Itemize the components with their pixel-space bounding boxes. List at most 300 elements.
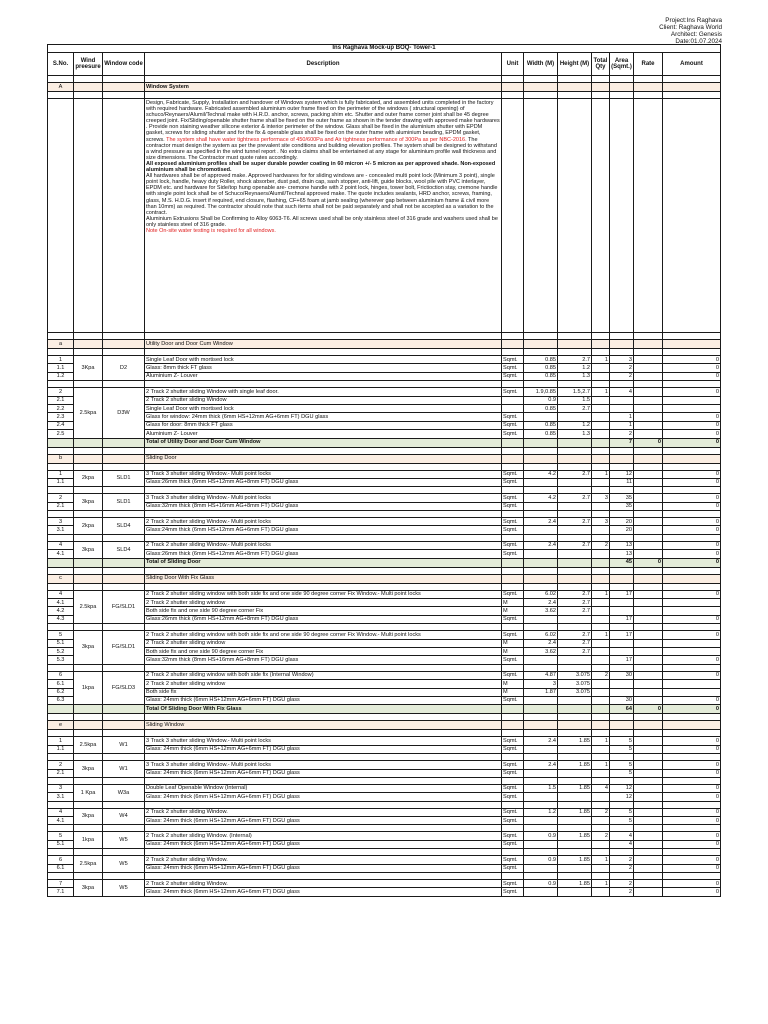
cell	[524, 705, 558, 714]
row-width	[524, 769, 558, 777]
row-amount: 0	[663, 761, 721, 769]
row-qty	[592, 421, 610, 429]
cell	[592, 558, 610, 567]
row-amount: 0	[663, 856, 721, 864]
row-amount: 0	[663, 541, 721, 549]
row-amount: 0	[663, 430, 721, 438]
row-width: 6.02	[524, 631, 558, 639]
spacer-row	[48, 730, 721, 737]
row-amount: 0	[663, 745, 721, 753]
row-height	[558, 793, 592, 801]
row-qty: 1	[592, 388, 610, 396]
row-area: 2	[610, 364, 634, 372]
total-rate: 0	[634, 705, 663, 714]
table-row	[48, 680, 721, 688]
section-row	[48, 340, 721, 349]
row-unit: Sqmt.	[502, 364, 524, 372]
row-amount: 0	[663, 388, 721, 396]
row-width	[524, 550, 558, 558]
row-width: 3.62	[524, 607, 558, 615]
section-a-title: Window System	[145, 83, 502, 92]
row-area: 17	[610, 615, 634, 623]
cell	[634, 721, 663, 730]
row-width: 0.85	[524, 430, 558, 438]
header-unit: Unit	[502, 53, 524, 76]
spacer-row	[48, 463, 721, 470]
cell	[558, 558, 592, 567]
row-width: 0.85	[524, 372, 558, 380]
table-row	[48, 864, 721, 872]
row-unit: Sqmt.	[502, 631, 524, 639]
row-qty	[592, 864, 610, 872]
spacer-row	[48, 92, 721, 99]
total-label: Total of Sliding Door	[145, 558, 502, 567]
section-row	[48, 721, 721, 730]
row-height	[558, 526, 592, 534]
row-unit: Sqmt.	[502, 832, 524, 840]
row-area: 4	[610, 832, 634, 840]
row-unit: Sqmt.	[502, 817, 524, 825]
cell	[502, 721, 524, 730]
row-description: Glass:24mm thick (6mm HS+12mm AG+6mm FT) DGU glass	[145, 526, 502, 534]
row-unit: Sqmt.	[502, 696, 524, 704]
table-row	[48, 470, 721, 478]
row-height	[558, 888, 592, 896]
row-sno: 6	[48, 856, 74, 864]
spacer-row	[48, 873, 721, 880]
row-description: 2 Track 2 shutter sliding Window.	[145, 880, 502, 888]
cell	[74, 454, 103, 463]
row-height: 1.5	[558, 396, 592, 404]
cell	[502, 558, 524, 567]
row-sno: 6	[48, 671, 74, 679]
cell	[48, 558, 74, 567]
row-area	[610, 599, 634, 607]
row-qty	[592, 639, 610, 647]
row-area: 13	[610, 541, 634, 549]
row-width: 1.5	[524, 784, 558, 792]
row-qty	[592, 817, 610, 825]
cell	[48, 438, 74, 447]
row-area	[610, 639, 634, 647]
table-row	[48, 888, 721, 896]
total-label: Total Of Sliding Door With Fix Glass	[145, 705, 502, 714]
row-description: 2 Track 2 shutter sliding window with both side fix and one side 90 degree corner Fix Window.- Multi point locks	[145, 631, 502, 639]
row-qty	[592, 413, 610, 421]
row-window-code: SLD1	[103, 494, 145, 511]
row-amount	[663, 607, 721, 615]
spacer-row	[48, 487, 721, 494]
row-height	[558, 817, 592, 825]
row-qty	[592, 364, 610, 372]
row-width: 0.85	[524, 356, 558, 364]
row-area: 30	[610, 696, 634, 704]
section-a-sno: A	[48, 83, 74, 92]
row-width	[524, 656, 558, 664]
header-amount: Amount	[663, 53, 721, 76]
row-unit: Sqmt.	[502, 864, 524, 872]
row-height	[558, 840, 592, 848]
spec-paragraph	[146, 100, 500, 161]
row-window-code: W1	[103, 761, 145, 778]
row-area: 13	[610, 550, 634, 558]
header-row	[48, 53, 721, 76]
row-description: Both side fix	[145, 688, 502, 696]
row-description: 2 Track 2 shutter sliding window	[145, 639, 502, 647]
cell	[103, 705, 145, 714]
row-amount	[663, 404, 721, 412]
row-rate	[634, 761, 663, 769]
row-width: 2.4	[524, 639, 558, 647]
cell	[592, 574, 610, 583]
table-row	[48, 647, 721, 655]
row-height: 3.075	[558, 680, 592, 688]
spacer-row	[48, 534, 721, 541]
total-row	[48, 705, 721, 714]
row-qty	[592, 840, 610, 848]
cell	[103, 454, 145, 463]
row-rate	[634, 590, 663, 598]
row-rate	[634, 404, 663, 412]
row-rate	[634, 880, 663, 888]
row-area	[610, 680, 634, 688]
row-height	[558, 413, 592, 421]
row-area: 5	[610, 761, 634, 769]
spec-text: Note On-site water testing is required for all windows.	[146, 227, 276, 234]
section-sno: c	[48, 574, 74, 583]
spec-paragraph	[146, 216, 500, 228]
row-height: 3.075	[558, 671, 592, 679]
row-area: 20	[610, 518, 634, 526]
table-row	[48, 478, 721, 486]
header-height: Height (M)	[558, 53, 592, 76]
cell	[74, 558, 103, 567]
table-row	[48, 590, 721, 598]
row-sno: 5.1	[48, 639, 74, 647]
table-row	[48, 696, 721, 704]
section-title: Sliding Door	[145, 454, 502, 463]
row-area: 5	[610, 769, 634, 777]
spec-paragraph	[146, 228, 500, 234]
row-area: 1	[610, 421, 634, 429]
row-height	[558, 696, 592, 704]
row-description: 2 Track 2 shutter sliding window	[145, 599, 502, 607]
row-description: Aluminium Z- Louver	[145, 372, 502, 380]
table-row	[48, 840, 721, 848]
row-window-code: SLD4	[103, 541, 145, 558]
row-wind-pressure: 2.5kpa	[74, 388, 103, 438]
row-window-code: SLD1	[103, 470, 145, 487]
table-row	[48, 639, 721, 647]
row-qty	[592, 404, 610, 412]
row-height: 2.7	[558, 541, 592, 549]
row-sno: 2.1	[48, 396, 74, 404]
row-width: 2.4	[524, 737, 558, 745]
row-width: 2.4	[524, 599, 558, 607]
row-height: 1.85	[558, 880, 592, 888]
spec-paragraph	[146, 173, 500, 216]
row-rate	[634, 745, 663, 753]
row-width: 1.2	[524, 808, 558, 816]
row-unit: M	[502, 647, 524, 655]
row-area: 12	[610, 470, 634, 478]
row-sno: 1	[48, 470, 74, 478]
row-rate	[634, 696, 663, 704]
row-description: 2 Track 2 shutter sliding Window with single leaf door.	[145, 388, 502, 396]
row-height: 3.075	[558, 688, 592, 696]
row-amount: 0	[663, 518, 721, 526]
row-amount: 0	[663, 526, 721, 534]
row-width: 4.87	[524, 671, 558, 679]
row-amount: 0	[663, 880, 721, 888]
row-amount: 0	[663, 590, 721, 598]
row-rate	[634, 840, 663, 848]
cell	[524, 438, 558, 447]
row-width: 0.9	[524, 832, 558, 840]
row-qty	[592, 656, 610, 664]
table-row	[48, 817, 721, 825]
row-qty	[592, 888, 610, 896]
row-qty: 2	[592, 541, 610, 549]
row-wind-pressure: 3kpa	[74, 761, 103, 778]
row-unit: Sqmt.	[502, 541, 524, 549]
row-wind-pressure: 1kpa	[74, 832, 103, 849]
row-qty: 1	[592, 856, 610, 864]
row-rate	[634, 421, 663, 429]
row-rate	[634, 631, 663, 639]
row-qty	[592, 769, 610, 777]
row-height: 1.85	[558, 808, 592, 816]
row-height: 1.85	[558, 737, 592, 745]
table-row	[48, 526, 721, 534]
spacer-row	[48, 849, 721, 856]
cell	[663, 454, 721, 463]
row-width: 2.4	[524, 761, 558, 769]
row-unit: Sqmt.	[502, 470, 524, 478]
cell	[103, 574, 145, 583]
section-sno: b	[48, 454, 74, 463]
total-amount: 0	[663, 438, 721, 447]
boq-table	[47, 44, 721, 897]
row-description: 3 Track 3 shutter sliding Window.- Multi point locks	[145, 737, 502, 745]
row-amount	[663, 680, 721, 688]
row-area: 5	[610, 817, 634, 825]
row-description: 2 Track 2 shutter sliding Window. (Internal)	[145, 832, 502, 840]
row-qty: 2	[592, 671, 610, 679]
row-qty	[592, 793, 610, 801]
cell	[558, 721, 592, 730]
row-area	[610, 688, 634, 696]
row-unit: Sqmt.	[502, 518, 524, 526]
spacer-row	[48, 567, 721, 574]
table-row	[48, 372, 721, 380]
row-width	[524, 478, 558, 486]
cell	[663, 721, 721, 730]
row-width	[524, 864, 558, 872]
row-sno: 3.1	[48, 793, 74, 801]
spacer-row	[48, 349, 721, 356]
row-sno: 2.2	[48, 404, 74, 412]
row-wind-pressure: 2kpa	[74, 518, 103, 535]
section-row	[48, 454, 721, 463]
row-rate	[634, 808, 663, 816]
row-height: 2.7	[558, 518, 592, 526]
table-row	[48, 631, 721, 639]
row-description: 2 Track 2 shutter sliding Window.	[145, 856, 502, 864]
row-wind-pressure: 1kpa	[74, 671, 103, 705]
row-qty	[592, 550, 610, 558]
header-rate: Rate	[634, 53, 663, 76]
row-qty: 1	[592, 761, 610, 769]
row-qty	[592, 478, 610, 486]
cell	[103, 340, 145, 349]
cell	[592, 705, 610, 714]
row-amount: 0	[663, 478, 721, 486]
row-sno: 1.2	[48, 372, 74, 380]
row-qty	[592, 526, 610, 534]
row-wind-pressure: 2kpa	[74, 470, 103, 487]
row-width: 4.2	[524, 494, 558, 502]
row-sno: 2.5	[48, 430, 74, 438]
row-rate	[634, 356, 663, 364]
row-rate	[634, 541, 663, 549]
row-window-code: SLD4	[103, 518, 145, 535]
table-row	[48, 671, 721, 679]
spacer-row	[48, 447, 721, 454]
row-amount: 0	[663, 840, 721, 848]
row-width: 1.9,0.85	[524, 388, 558, 396]
row-rate	[634, 430, 663, 438]
row-window-code: W4	[103, 808, 145, 825]
table-row	[48, 599, 721, 607]
spacer-row	[48, 76, 721, 83]
row-unit: Sqmt.	[502, 502, 524, 510]
row-area: 3	[610, 356, 634, 364]
row-area: 2	[610, 856, 634, 864]
row-qty: 1	[592, 737, 610, 745]
cell	[558, 454, 592, 463]
row-area: 2	[610, 880, 634, 888]
row-description: Glass:32mm thick (8mm HS+16mm AG+8mm FT) DGU glass	[145, 502, 502, 510]
row-rate	[634, 680, 663, 688]
total-area: 7	[610, 438, 634, 447]
cell	[634, 340, 663, 349]
row-amount: 0	[663, 413, 721, 421]
row-area: 17	[610, 656, 634, 664]
row-height: 2.7	[558, 356, 592, 364]
row-height: 2.7	[558, 404, 592, 412]
row-area: 11	[610, 478, 634, 486]
row-description: 2 Track 2 shutter sliding window with both side fix and one side 90 degree corner Fix Window.- Multi point locks	[145, 590, 502, 598]
row-width: 6.02	[524, 590, 558, 598]
row-height: 1.2	[558, 421, 592, 429]
row-width	[524, 793, 558, 801]
row-description: Single Leaf Door with mortised lock	[145, 404, 502, 412]
row-window-code: W1	[103, 737, 145, 754]
row-wind-pressure: 3kpa	[74, 808, 103, 825]
row-height: 1.3	[558, 372, 592, 380]
row-sno: 5	[48, 631, 74, 639]
cell	[74, 721, 103, 730]
spacer-row	[48, 381, 721, 388]
row-unit: Sqmt.	[502, 356, 524, 364]
row-unit: Sqmt.	[502, 430, 524, 438]
row-qty: 2	[592, 808, 610, 816]
table-row	[48, 784, 721, 792]
spec-row	[48, 99, 721, 333]
spacer-row	[48, 664, 721, 671]
row-area	[610, 404, 634, 412]
cell	[634, 454, 663, 463]
row-description: 2 Track 2 shutter sliding Window	[145, 396, 502, 404]
row-rate	[634, 656, 663, 664]
row-window-code: FG/SLD1	[103, 631, 145, 665]
row-rate	[634, 372, 663, 380]
row-unit: M	[502, 599, 524, 607]
row-rate	[634, 615, 663, 623]
row-sno: 5.1	[48, 840, 74, 848]
row-unit: Sqmt.	[502, 615, 524, 623]
spec-paragraph	[146, 161, 500, 173]
row-unit: Sqmt.	[502, 372, 524, 380]
row-unit: Sqmt.	[502, 808, 524, 816]
row-area: 4	[610, 840, 634, 848]
row-qty	[592, 696, 610, 704]
table-row	[48, 356, 721, 364]
table-row	[48, 550, 721, 558]
cell	[558, 705, 592, 714]
row-window-code: D3W	[103, 388, 145, 438]
table-row	[48, 388, 721, 396]
cell	[592, 438, 610, 447]
cell	[103, 721, 145, 730]
row-rate	[634, 671, 663, 679]
table-row	[48, 541, 721, 549]
spec-text: All exposed aluminium profiles shall be super durable powder coating in 60 micron +/- 5 micron as per approved shade. Non-exposed aluminium shall be chromotised.	[146, 160, 496, 174]
row-rate	[634, 832, 663, 840]
row-unit: Sqmt.	[502, 671, 524, 679]
cell	[524, 454, 558, 463]
row-width	[524, 413, 558, 421]
row-amount: 0	[663, 494, 721, 502]
row-rate	[634, 494, 663, 502]
table-row	[48, 856, 721, 864]
row-area: 5	[610, 808, 634, 816]
row-amount	[663, 599, 721, 607]
header-area: Area (Sqmt.)	[610, 53, 634, 76]
row-qty	[592, 396, 610, 404]
table-row	[48, 769, 721, 777]
cell	[103, 438, 145, 447]
row-height: 2.7	[558, 599, 592, 607]
row-qty	[592, 599, 610, 607]
row-unit: Sqmt.	[502, 421, 524, 429]
row-width: 0.85	[524, 364, 558, 372]
row-height: 2.7	[558, 639, 592, 647]
row-qty	[592, 502, 610, 510]
row-unit: Sqmt.	[502, 413, 524, 421]
row-amount	[663, 639, 721, 647]
row-width	[524, 817, 558, 825]
cell	[610, 721, 634, 730]
row-area: 30	[610, 671, 634, 679]
row-unit: Sqmt.	[502, 880, 524, 888]
row-area: 2	[610, 864, 634, 872]
spacer-row	[48, 825, 721, 832]
row-unit: Sqmt.	[502, 769, 524, 777]
row-width	[524, 696, 558, 704]
row-height: 2.7	[558, 470, 592, 478]
